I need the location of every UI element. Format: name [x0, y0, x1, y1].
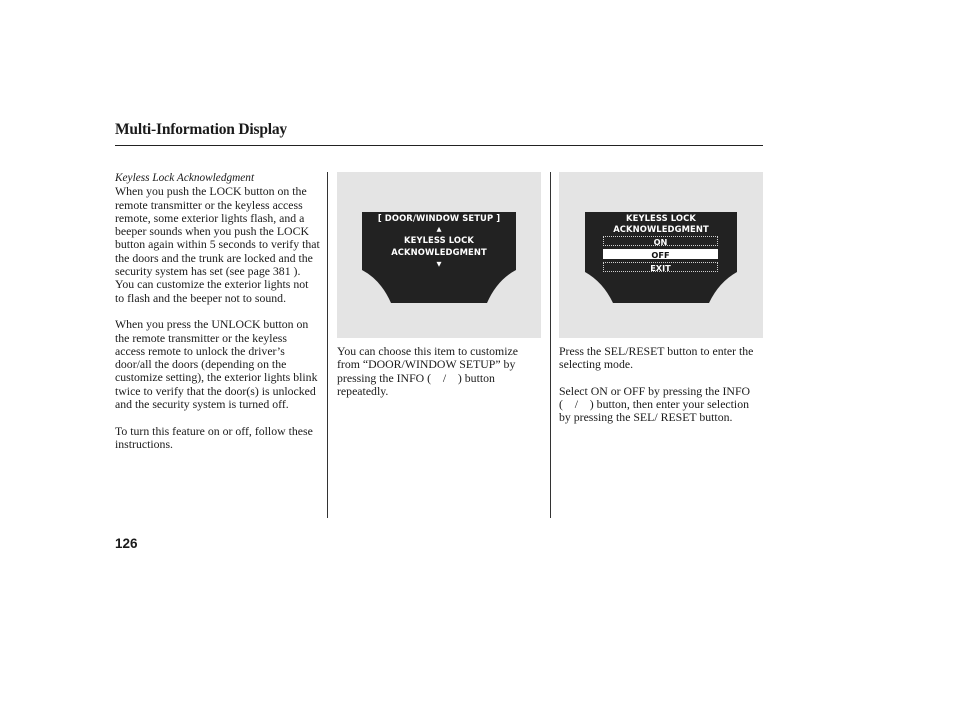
page-number: 126 [115, 536, 138, 551]
display-line-2: ACKNOWLEDGMENT [391, 247, 487, 257]
paragraph-choose-item: You can choose this item to customize from “DOOR/WINDOW SETUP” by pressing the INFO ( / ) button repeatedly. [337, 344, 518, 398]
display-header-text: [ DOOR/WINDOW SETUP ] [377, 213, 501, 223]
option-exit: EXIT [603, 262, 718, 272]
arrow-up-icon: ▲ [436, 225, 442, 233]
display-illustration-1 [337, 172, 541, 338]
title-rule [115, 145, 763, 146]
option-off-selected: OFF [603, 249, 718, 259]
section-subheading: Keyless Lock Acknowledgment [115, 172, 255, 184]
paragraph-press-sel: Press the SEL/RESET button to enter the selecting mode. [559, 344, 754, 372]
column-1 [115, 172, 320, 451]
column-divider-2 [550, 172, 551, 518]
arrow-down-icon: ▼ [436, 260, 442, 268]
column-divider-1 [327, 172, 328, 518]
display-line-2: ACKNOWLEDGMENT [613, 224, 709, 234]
display-line-1: KEYLESS LOCK [404, 235, 474, 245]
display-illustration-2 [559, 172, 763, 338]
column-2 [337, 345, 540, 398]
column-3 [559, 345, 762, 425]
paragraph-select-on-off: Select ON or OFF by pressing the INFO ( / ) button, then enter your selection by pressing the SEL/ RESET button. [559, 383, 751, 425]
paragraph-unlock: When you press the UNLOCK button on the remote transmitter or the keyless access remote to unlock the driver’s door/all the doors (depending on the customize setting), the exterior lights blink twice to verify that the door(s) is unlocked and the security system is turned off. [115, 317, 318, 412]
option-on: ON [603, 236, 718, 246]
page-title: Multi-Information Display [115, 121, 287, 138]
paragraph-lock: When you push the LOCK button on the remote transmitter or the keyless access remote, some exterior lights flash, and a beeper sounds when you push the LOCK button again within 5 seconds to verify that the doors and the trunk are locked and the security system has set (see page 381 ). You can customize the exterior lights not to flash and the beeper not to sound. [115, 184, 320, 305]
paragraph-instructions: To turn this feature on or off, follow these instructions. [115, 423, 313, 451]
display-line-1: KEYLESS LOCK [626, 213, 696, 223]
